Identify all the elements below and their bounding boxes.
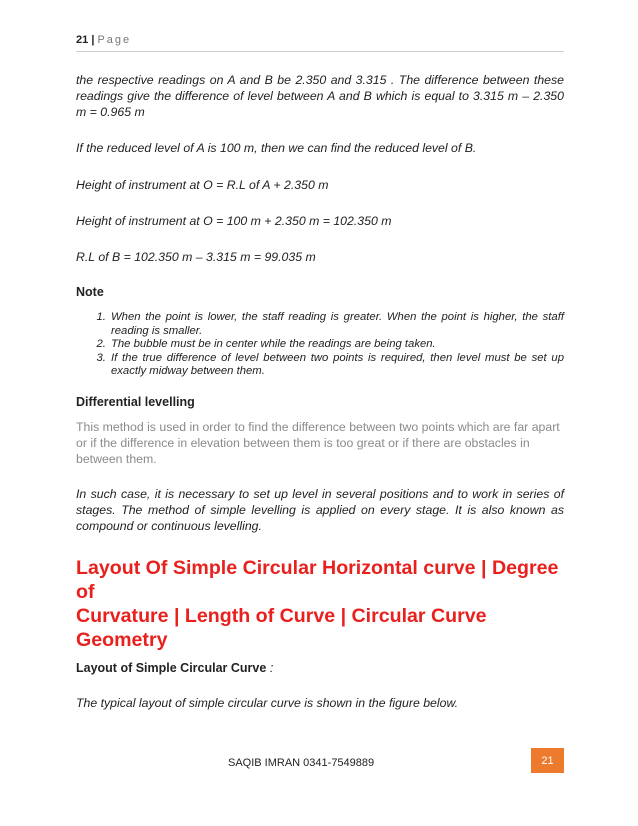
footer-author: SAQIB IMRAN 0341-7549889 (228, 757, 375, 769)
note-heading: Note (76, 285, 104, 299)
paragraph-rl-of-b: R.L of B = 102.350 m – 3.315 m = 99.035 m (76, 250, 316, 264)
footer-page-box: 21 (531, 748, 564, 773)
paragraph-readings: the respective readings on A and B be 2.350 and 3.315 . The difference between these readings give the difference of level between A and B which is equal to 3.315 m – 2.350 m = 0.965 m (76, 73, 564, 119)
note-item: 1. When the point is lower, the staff reading is greater. When the point is higher, the staff reading is smaller. (109, 311, 564, 338)
section-title-line-2: Curvature | Length of Curve | Circular Curve Geometry (76, 604, 487, 651)
header-separator: | (91, 34, 95, 46)
page-header (76, 34, 564, 52)
header-page-number: 21 (76, 34, 89, 46)
paragraph-hi-formula: Height of instrument at O = R.L of A + 2.350 m (76, 178, 329, 192)
note-item: 2. The bubble must be in center while the readings are being taken. (109, 338, 564, 352)
paragraph-hi-value: Height of instrument at O = 100 m + 2.350 m = 102.350 m (76, 214, 392, 228)
subheading-colon: : (269, 660, 274, 675)
differential-gray-text: This method is used in order to find the difference between two points which are far apart or if the difference in elevation between them is too great or if there are obstacles in between them. (76, 419, 560, 466)
subheading-text: Layout of Simple Circular Curve (76, 660, 267, 675)
differential-heading: Differential levelling (76, 394, 195, 409)
note-list (76, 311, 564, 379)
section-title (76, 556, 564, 652)
note-item: 3. If the true difference of level between two points is required, then level must be set up exactly midway between them. (109, 352, 564, 379)
section-intro: The typical layout of simple circular curve is shown in the figure below. (76, 695, 459, 710)
section-subheading (76, 661, 564, 675)
section-title-line-1: Layout Of Simple Circular Horizontal curve | Degree of (76, 556, 559, 603)
page-content (76, 72, 564, 711)
differential-body: In such case, it is necessary to set up level in several positions and to work in series of stages. The method of simple levelling is applied on every stage. It is also known as compound or continuous levelling. (76, 486, 564, 533)
paragraph-reduced-level: If the reduced level of A is 100 m, then we can find the reduced level of B. (76, 141, 477, 155)
header-page-word: Page (97, 34, 132, 46)
